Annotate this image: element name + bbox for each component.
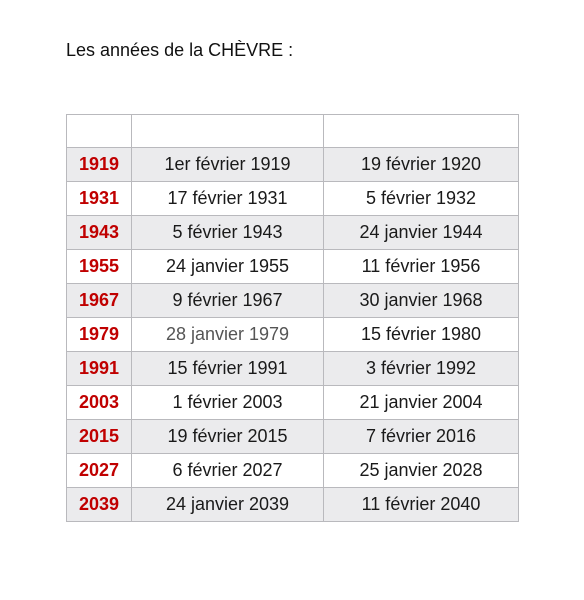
start-date-cell: 15 février 1991 — [132, 352, 324, 386]
end-date-cell: 11 février 1956 — [324, 250, 519, 284]
end-date-cell: 5 février 1932 — [324, 182, 519, 216]
start-date-cell: 1er février 1919 — [132, 148, 324, 182]
table-row — [67, 250, 519, 284]
table-row — [67, 318, 519, 352]
start-date-cell: 28 janvier 1979 — [132, 318, 324, 352]
year-cell: 1967 — [67, 284, 132, 318]
table-row — [67, 182, 519, 216]
header-cell-year — [67, 115, 132, 148]
goat-years-table — [66, 114, 519, 522]
table-row — [67, 454, 519, 488]
end-date-cell: 3 février 1992 — [324, 352, 519, 386]
table-row — [67, 420, 519, 454]
start-date-cell: 24 janvier 1955 — [132, 250, 324, 284]
year-cell: 1955 — [67, 250, 132, 284]
start-date-cell: 17 février 1931 — [132, 182, 324, 216]
start-date-cell: 9 février 1967 — [132, 284, 324, 318]
end-date-cell: 15 février 1980 — [324, 318, 519, 352]
table-row — [67, 284, 519, 318]
year-cell: 2027 — [67, 454, 132, 488]
end-date-cell: 30 janvier 1968 — [324, 284, 519, 318]
table-row — [67, 352, 519, 386]
start-date-cell: 5 février 1943 — [132, 216, 324, 250]
table-row — [67, 148, 519, 182]
end-date-cell: 25 janvier 2028 — [324, 454, 519, 488]
year-cell: 2039 — [67, 488, 132, 522]
start-date-cell: 19 février 2015 — [132, 420, 324, 454]
table-row — [67, 386, 519, 420]
year-cell: 1991 — [67, 352, 132, 386]
year-cell: 1979 — [67, 318, 132, 352]
start-date-cell: 1 février 2003 — [132, 386, 324, 420]
table-row — [67, 488, 519, 522]
end-date-cell: 19 février 1920 — [324, 148, 519, 182]
start-date-cell: 24 janvier 2039 — [132, 488, 324, 522]
end-date-cell: 11 février 2040 — [324, 488, 519, 522]
end-date-cell: 21 janvier 2004 — [324, 386, 519, 420]
start-date-cell: 6 février 2027 — [132, 454, 324, 488]
year-cell: 2015 — [67, 420, 132, 454]
year-cell: 1931 — [67, 182, 132, 216]
end-date-cell: 24 janvier 1944 — [324, 216, 519, 250]
header-cell-end — [324, 115, 519, 148]
header-cell-start — [132, 115, 324, 148]
end-date-cell: 7 février 2016 — [324, 420, 519, 454]
year-cell: 1919 — [67, 148, 132, 182]
year-cell: 2003 — [67, 386, 132, 420]
table-header-row — [67, 115, 519, 148]
year-cell: 1943 — [67, 216, 132, 250]
table-row — [67, 216, 519, 250]
page-title: Les années de la CHÈVRE : — [66, 40, 294, 60]
